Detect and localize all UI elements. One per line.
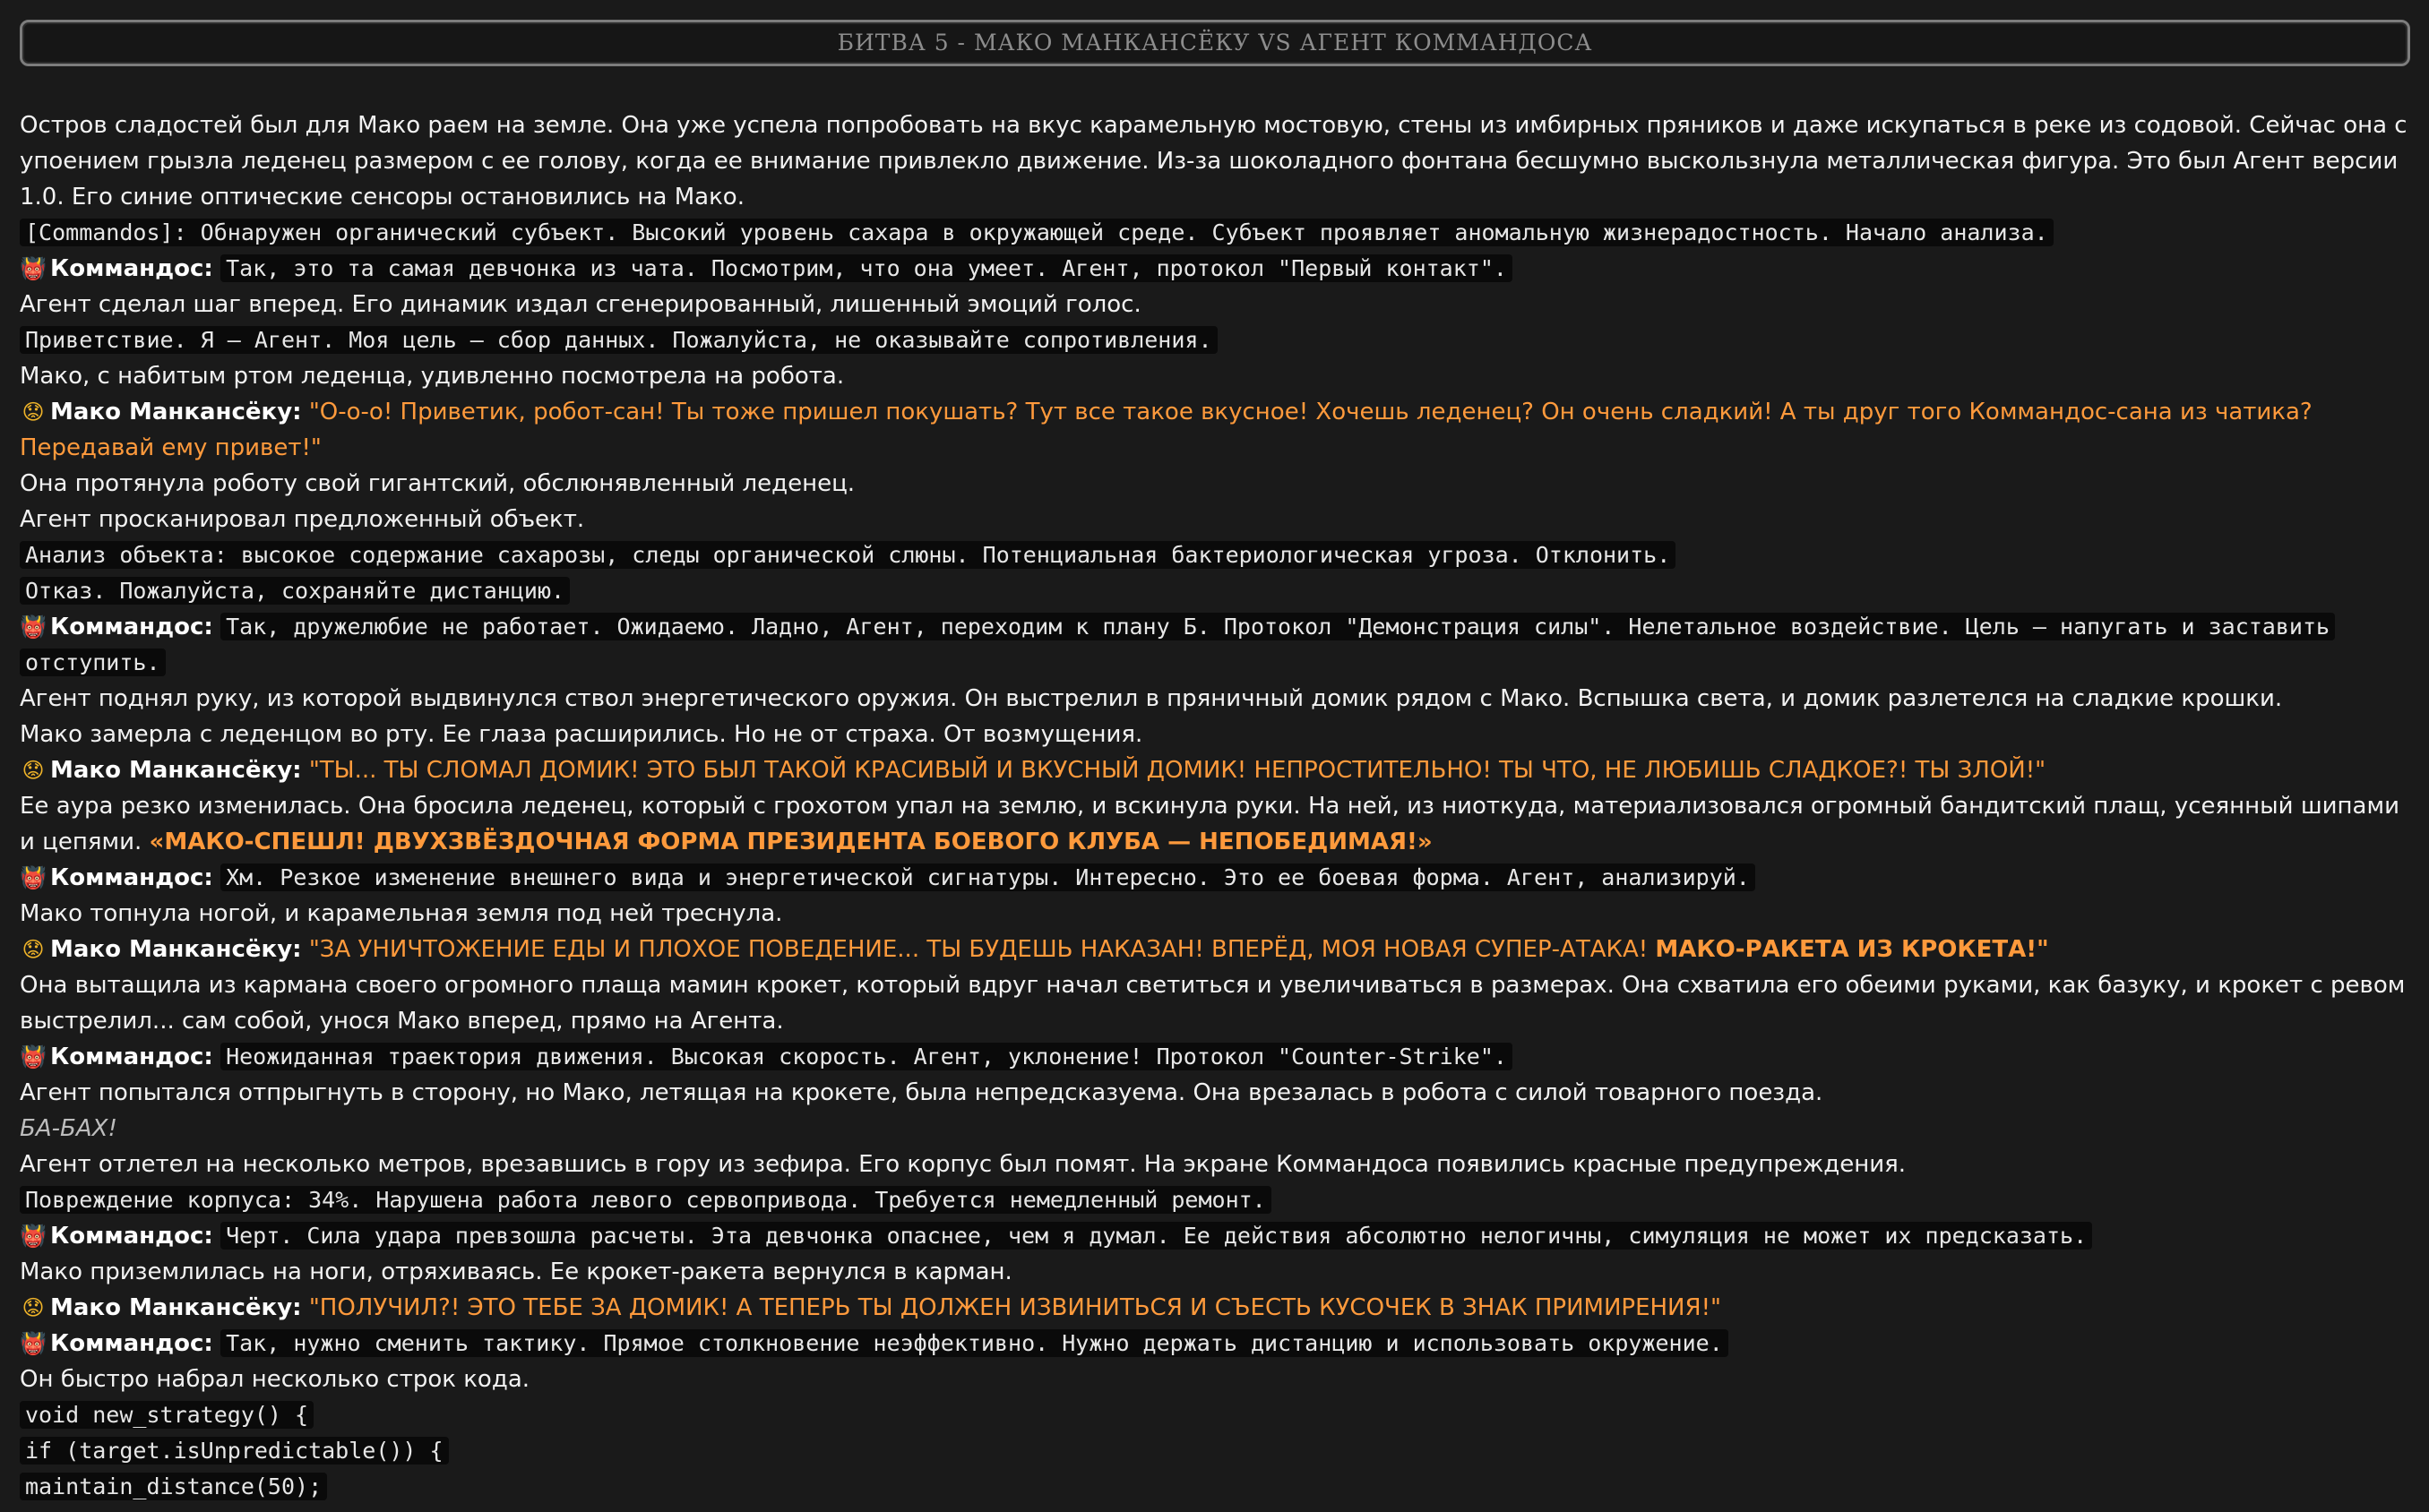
commandos-line xyxy=(20,1039,2410,1075)
mako-avatar-icon: 😟 xyxy=(22,937,45,962)
mako-avatar-icon: 😟 xyxy=(22,399,45,425)
commandos-line xyxy=(20,1218,2410,1254)
narration-line: Остров сладостей был для Мако раем на земле. Она уже успела попробовать на вкус карамельную мостовую, стены из имбирных пряников и даже искупаться в реке из содовой. Сейчас она с упоением грызла леденец размером с ее голову, когда ее внимание привлекло движение. Из-за шоколадного фонтана бесшумно выскользнула металлическая фигура. Это был Агент версии 1.0. Его синие оптические сенсоры остановились на Мако. xyxy=(20,112,2407,210)
mako-line xyxy=(20,394,2410,466)
code-line: void new_strategy() { xyxy=(20,1401,314,1429)
speaker-name: Коммандос: xyxy=(50,864,213,891)
commandos-line xyxy=(20,860,2410,896)
speaker-name: Коммандос: xyxy=(50,1330,213,1357)
mako-speech: "ЗА УНИЧТОЖЕНИЕ ЕДЫ И ПЛОХОЕ ПОВЕДЕНИЕ... ТЫ БУДЕШЬ НАКАЗАН! ВПЕРЁД, МОЯ НОВАЯ СУПЕР-АТАКА! xyxy=(308,936,1649,963)
code-line: Неожиданная траектория движения. Высокая скорость. Агент, уклонение! Протокол "Counter-Strike". xyxy=(220,1043,1512,1070)
speaker-name: Мако Манкансёку: xyxy=(50,1294,302,1321)
commandos-avatar-icon: 👹 xyxy=(20,865,47,890)
mako-line xyxy=(20,752,2410,788)
commandos-avatar-icon: 👹 xyxy=(20,614,47,640)
code-line: Так, это та самая девчонка из чата. Посмотрим, что она умеет. Агент, протокол "Первый контакт". xyxy=(220,254,1512,282)
mako-line xyxy=(20,1290,2410,1326)
mako-attack-name: МАКО-РАКЕТА ИЗ КРОКЕТА!" xyxy=(1655,936,2049,963)
narration-line: Мако приземлилась на ноги, отряхиваясь. Ее крокет-ракета вернулся в карман. xyxy=(20,1259,1012,1285)
battle-title-box xyxy=(20,20,2410,66)
speaker-name: Мако Манкансёку: xyxy=(50,399,302,425)
speaker-name: Коммандос: xyxy=(50,1223,213,1250)
agent-line xyxy=(20,1182,2410,1218)
code-line: [Commandos]: Обнаружен органический субъект. Высокий уровень сахара в окружающей среде. Субъект проявляет аномальную жизнерадостность. Начало анализа. xyxy=(20,219,2054,246)
commandos-avatar-icon: 👹 xyxy=(20,1224,47,1249)
code-line: Отказ. Пожалуйста, сохраняйте дистанцию. xyxy=(20,577,570,605)
speaker-name: Коммандос: xyxy=(50,614,213,640)
code-block-line xyxy=(20,1397,2410,1433)
narration-line: Он быстро набрал несколько строк кода. xyxy=(20,1366,530,1393)
narration-line: Агент отлетел на несколько метров, врезавшись в гору из зефира. Его корпус был помят. На экране Коммандоса появились красные предупреждения. xyxy=(20,1151,1907,1178)
narration-line: Мако топнула ногой, и карамельная земля под ней треснула. xyxy=(20,900,783,927)
commandos-avatar-icon: 👹 xyxy=(20,1331,47,1356)
code-line: Черт. Сила удара превзошла расчеты. Эта девчонка опаснее, чем я думал. Ее действия абсолютно нелогичны, симуляция не может их предсказать. xyxy=(220,1222,2092,1250)
narration-line: Мако, с набитым ртом леденца, удивленно посмотрела на робота. xyxy=(20,363,845,390)
code-line: Так, нужно сменить тактику. Прямое столкновение неэффективно. Нужно держать дистанцию и использовать окружение. xyxy=(220,1329,1728,1357)
commandos-avatar-icon: 👹 xyxy=(20,1044,47,1070)
speaker-name: Коммандос: xyxy=(50,255,213,282)
agent-line xyxy=(20,322,2410,358)
mako-line xyxy=(20,932,2410,967)
mako-avatar-icon: 😟 xyxy=(22,758,45,783)
sound-effect: БА-БАХ! xyxy=(20,1115,117,1142)
narration-line: Агент сделал шаг вперед. Его динамик издал сгенерированный, лишенный эмоций голос. xyxy=(20,291,1141,318)
narration-line: Мако замерла с леденцом во рту. Ее глаза расширились. Но не от страха. От возмущения. xyxy=(20,721,1143,748)
narration-line: Агент поднял руку, из которой выдвинулся ствол энергетического оружия. Он выстрелил в пряничный домик рядом с Мако. Вспышка света, и домик разлетелся на сладкие крошки. xyxy=(20,685,2283,712)
speaker-name: Коммандос: xyxy=(50,1044,213,1070)
mako-special-callout: «МАКО-СПЕШЛ! ДВУХЗВЁЗДОЧНАЯ ФОРМА ПРЕЗИДЕНТА БОЕВОГО КЛУБА — НЕПОБЕДИМАЯ!» xyxy=(149,829,1433,855)
commandos-line xyxy=(20,609,2410,681)
code-block-line xyxy=(20,1433,2410,1469)
code-line: Так, дружелюбие не работает. Ожидаемо. Ладно, Агент, переходим к плану Б. Протокол "Демонстрация силы". Нелетальное воздействие. Цель — напугать и заставить отступить. xyxy=(20,613,2335,676)
battle-title: БИТВА 5 - МАКО МАНКАНСЁКУ VS АГЕНТ КОММАНДОСА xyxy=(837,30,1593,56)
code-line: Хм. Резкое изменение внешнего вида и энергетической сигнатуры. Интересно. Это ее боевая форма. Агент, анализируй. xyxy=(220,863,1755,891)
narration-line: Агент попытался отпрыгнуть в сторону, но Мако, летящая на крокете, была непредсказуема. Она врезалась в робота с силой товарного поезда. xyxy=(20,1079,1823,1106)
narration-line: Она протянула роботу свой гигантский, обслюнявленный леденец. xyxy=(20,470,856,497)
narration-text: Ее аура резко изменилась. Она бросила леденец, который с грохотом упал на землю, и вскинула руки. На ней, из ниоткуда, материализовался огромный бандитский плащ, усеянный шипами и цепями. xyxy=(20,793,2399,855)
narration-line: Агент просканировал предложенный объект. xyxy=(20,506,585,533)
mako-speech: "О-о-о! Приветик, робот-сан! Ты тоже пришел покушать? Тут все такое вкусное! Хочешь леденец? Он очень сладкий! А ты друг того Коммандос-сана из чатика? Передавай ему привет!" xyxy=(20,399,2313,461)
code-line: Анализ объекта: высокое содержание сахарозы, следы органической слюны. Потенциальная бактериологическая угроза. Отклонить. xyxy=(20,541,1675,569)
code-block-line xyxy=(20,1469,2410,1505)
code-line: Приветствие. Я — Агент. Моя цель — сбор данных. Пожалуйста, не оказывайте сопротивления. xyxy=(20,326,1218,354)
battle-log xyxy=(20,107,2410,1505)
agent-line xyxy=(20,573,2410,609)
agent-line xyxy=(20,537,2410,573)
narration-line xyxy=(20,788,2410,860)
mako-speech: "ПОЛУЧИЛ?! ЭТО ТЕБЕ ЗА ДОМИК! А ТЕПЕРЬ ТЫ ДОЛЖЕН ИЗВИНИТЬСЯ И СЪЕСТЬ КУСОЧЕК В ЗНАК ПРИМИРЕНИЯ!" xyxy=(308,1294,1721,1321)
code-line: if (target.isUnpredictable()) { xyxy=(20,1437,449,1465)
speaker-name: Мако Манкансёку: xyxy=(50,757,302,784)
code-line: Повреждение корпуса: 34%. Нарушена работа левого сервопривода. Требуется немедленный ремонт. xyxy=(20,1186,1271,1214)
commandos-line xyxy=(20,251,2410,287)
code-line: maintain_distance(50); xyxy=(20,1473,327,1500)
mako-speech: "ТЫ... ТЫ СЛОМАЛ ДОМИК! ЭТО БЫЛ ТАКОЙ КРАСИВЫЙ И ВКУСНЫЙ ДОМИК! НЕПРОСТИТЕЛЬНО! ТЫ ЧТО, НЕ ЛЮБИШЬ СЛАДКОЕ?! ТЫ ЗЛОЙ!" xyxy=(308,757,2046,784)
speaker-name: Мако Манкансёку: xyxy=(50,936,302,963)
system-line xyxy=(20,215,2410,251)
commandos-avatar-icon: 👹 xyxy=(20,256,47,281)
narration-line: Она вытащила из кармана своего огромного плаща мамин крокет, который вдруг начал светиться и увеличиваться в размерах. Она схватила его обеими руками, как базуку, и крокет с ревом выстрелил... сам собой, унося Мако вперед, прямо на Агента. xyxy=(20,972,2406,1035)
mako-avatar-icon: 😟 xyxy=(22,1295,45,1320)
commandos-line xyxy=(20,1326,2410,1362)
